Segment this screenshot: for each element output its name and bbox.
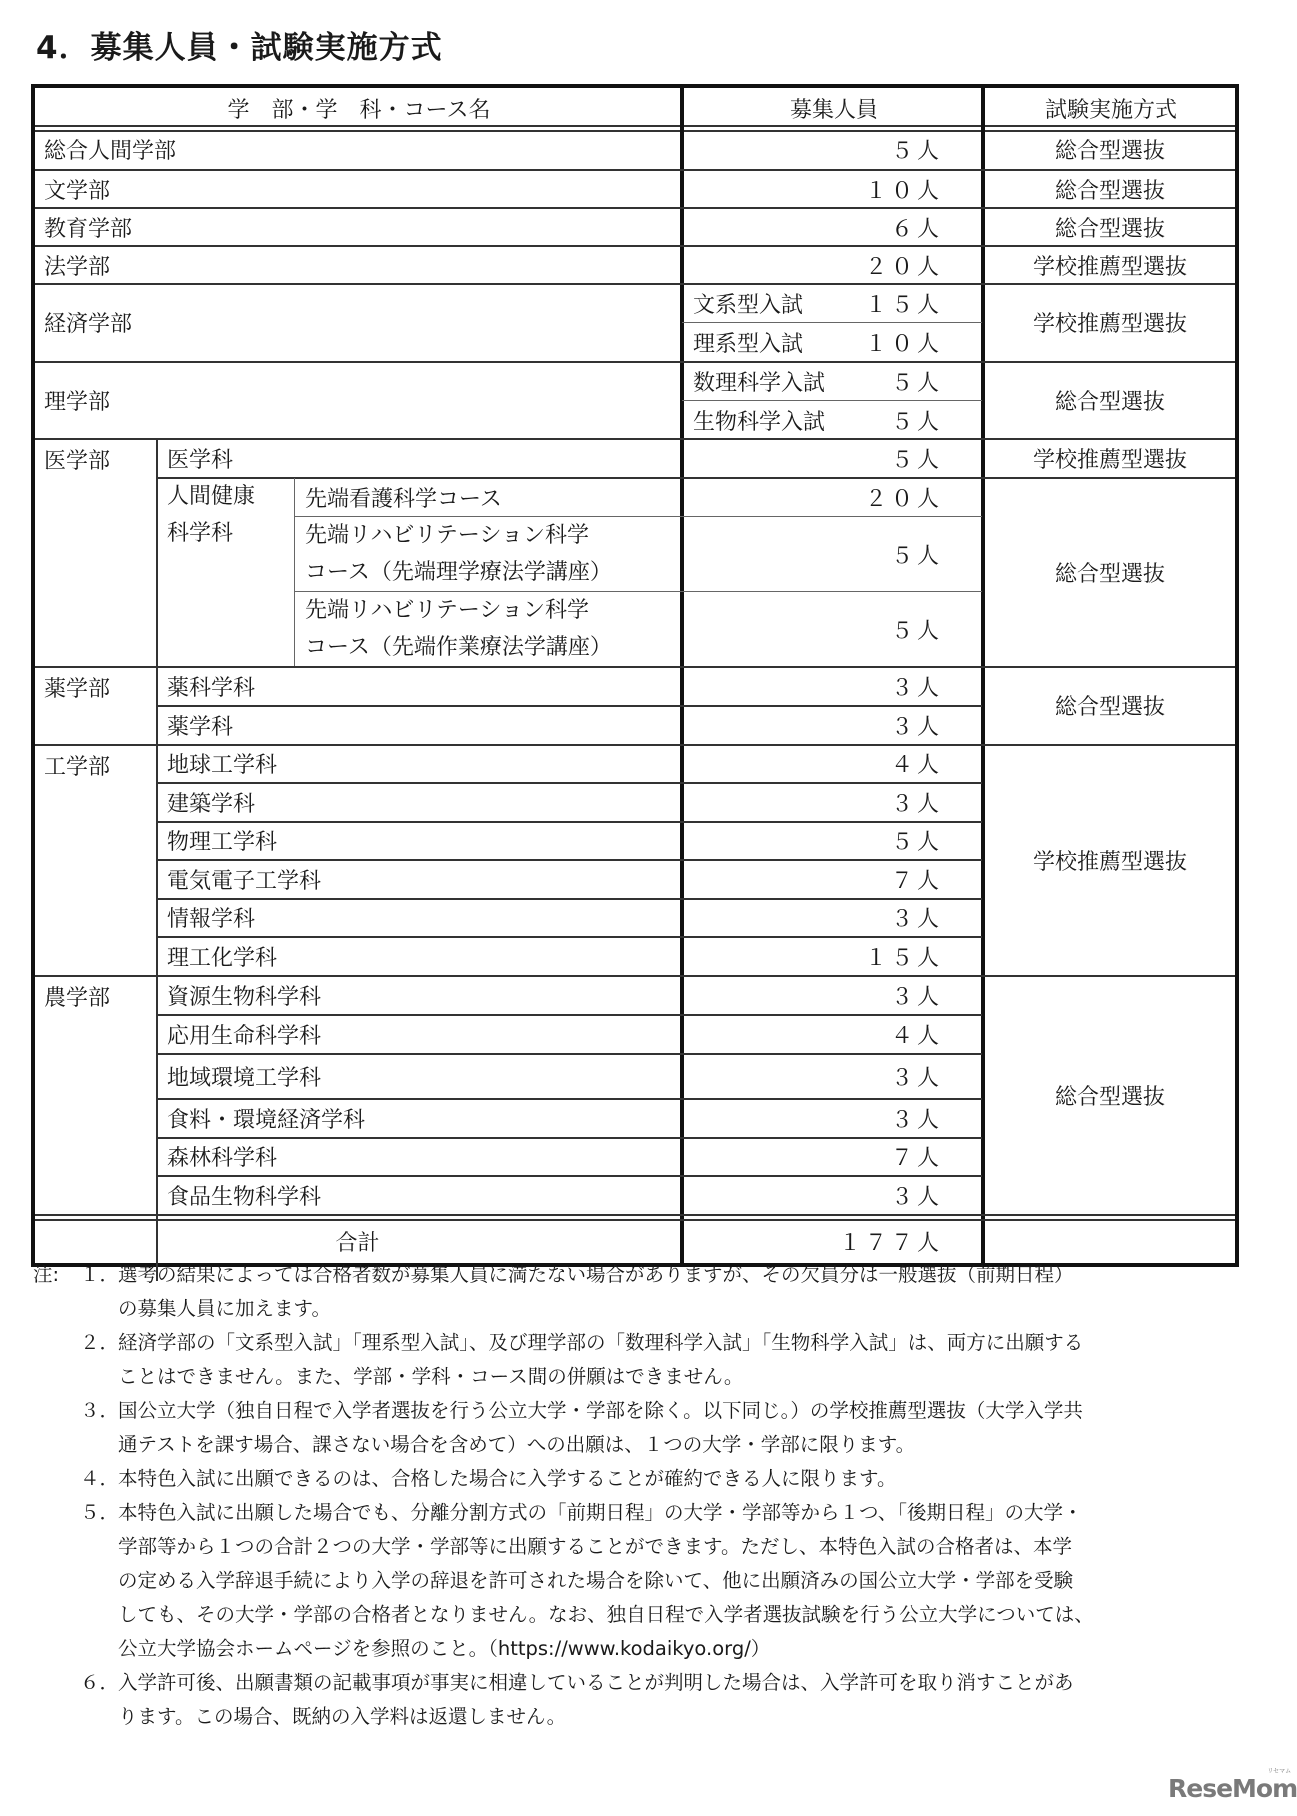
note-line: 本特色入試に出願した場合でも、分離分割方式の「前期日程」の大学・学部等から１つ、「後期日程」の大学・ xyxy=(118,1501,1083,1524)
method-ko: 学校推薦型選抜 xyxy=(1032,849,1187,875)
dept-name: 物理工学科 xyxy=(167,830,278,855)
faculty-keizai: 経済学部 xyxy=(44,312,133,337)
faculty-ri: 理学部 xyxy=(44,389,111,415)
count-kyoiku: ６人 xyxy=(890,216,943,242)
page-title: 4．募集人員・試験実施方式 xyxy=(36,30,443,66)
total-label: 合計 xyxy=(335,1230,380,1256)
dept-ningen-line2: 科学科 xyxy=(167,521,234,546)
course-kango: 先端看護科学コース xyxy=(305,486,502,512)
count-ho: ２０人 xyxy=(864,254,943,280)
dept-name: 建築学科 xyxy=(167,791,256,817)
note-line: ります。この場合、既納の入学料は返還しません。 xyxy=(118,1705,567,1728)
track-label: 数理科学入試 xyxy=(693,370,826,396)
header-name: 学 部・学 科・コース名 xyxy=(227,97,491,123)
dept-count: ７人 xyxy=(890,1146,943,1171)
track-count: １０人 xyxy=(864,331,943,357)
dept-count: ３人 xyxy=(890,907,943,932)
dept-ningen-line1: 人間健康 xyxy=(167,484,256,509)
note-line: の定める入学辞退手続により入学の辞退を許可された場合を除いて、他に出願済みの国公立大学・学部を受験 xyxy=(118,1569,1074,1592)
faculty-bun: 文学部 xyxy=(44,178,111,204)
method-sogo: 総合型選抜 xyxy=(1054,139,1165,164)
track-label: 生物科学入試 xyxy=(693,409,826,435)
note-line: 学部等から１つの合計２つの大学・学部等に出願することができます。ただし、本特色入試の合格者は、本学 xyxy=(118,1535,1072,1558)
header-count: 募集人員 xyxy=(789,97,878,123)
dept-count: ４人 xyxy=(890,753,943,778)
dept-count: ４人 xyxy=(890,1023,943,1049)
dept-count: ３人 xyxy=(890,791,943,817)
note-number: ３． xyxy=(80,1399,120,1422)
dept-name: 応用生命科学科 xyxy=(167,1023,322,1049)
method-kyoiku: 総合型選抜 xyxy=(1054,216,1165,242)
note-line: 経済学部の「文系型入試」「理系型入試」、及び理学部の「数理科学入試」「生物科学入試」は、両方に出願する xyxy=(118,1331,1084,1354)
notes-prefix: 注: xyxy=(33,1263,60,1286)
method-igakuka: 学校推薦型選抜 xyxy=(1032,447,1187,473)
track-label: 文系型入試 xyxy=(693,292,804,318)
logo-text: ReseMom xyxy=(1168,1774,1297,1803)
dept-ningen xyxy=(158,478,294,554)
count-igakuka: ５人 xyxy=(890,447,943,473)
faculty-igaku: 医学部 xyxy=(44,449,111,474)
note-line: しても、その大学・学部の合格者となりません。なお、独自日程で入学者選抜試験を行う公立大学については、 xyxy=(118,1603,1094,1626)
note-number: １． xyxy=(80,1263,120,1286)
note-item xyxy=(30,1326,1240,1394)
note-line: 本特色入試に出願できるのは、合格した場合に入学することが確約できる人に限ります。 xyxy=(118,1467,897,1490)
count-kango: ２０人 xyxy=(864,486,943,512)
resemom-logo xyxy=(1168,1768,1297,1803)
count-sogo: ５人 xyxy=(890,139,943,164)
logo-small-text: リセマム xyxy=(1267,1768,1292,1775)
track-count: １５人 xyxy=(864,292,943,318)
note-line: 選考の結果によっては合格者数が募集人員に満たない場合がありますが、その欠員分は一般選抜（前期日程） xyxy=(118,1263,1074,1286)
note-number: ５． xyxy=(80,1501,120,1524)
course-rigaku-line1: 先端リハビリテーション科学 xyxy=(305,523,590,548)
dept-count: ３人 xyxy=(890,1065,943,1091)
count-bun: １０人 xyxy=(864,178,943,204)
track-count: ５人 xyxy=(890,370,943,396)
method-no: 総合型選抜 xyxy=(1054,1084,1165,1110)
dept-name: 食料・環境経済学科 xyxy=(167,1107,366,1133)
course-rigaku xyxy=(296,517,680,591)
dept-name: 地域環境工学科 xyxy=(167,1065,322,1091)
note-item xyxy=(30,1394,1240,1462)
header-method: 試験実施方式 xyxy=(1044,97,1177,123)
dept-name: 森林科学科 xyxy=(167,1146,278,1171)
note-line: 通テストを課す場合、課さない場合を含めて）への出願は、１つの大学・学部に限ります。 xyxy=(118,1433,916,1456)
faculty-ho: 法学部 xyxy=(44,254,111,280)
notes-list xyxy=(30,1258,1240,1734)
dept-count: ３人 xyxy=(890,984,943,1010)
note-line: ことはできません。また、学部・学科・コース間の併願はできません。 xyxy=(118,1365,744,1388)
dept-count: ３人 xyxy=(890,1184,943,1210)
course-sagyo-line2: コース（先端作業療法学講座） xyxy=(305,635,612,660)
dept-count: ５人 xyxy=(890,830,943,855)
dept-count: ３人 xyxy=(890,1107,943,1133)
dept-count: ７人 xyxy=(890,868,943,894)
dept-name: 薬学科 xyxy=(167,714,234,740)
course-rigaku-line2: コース（先端理学療法学講座） xyxy=(305,560,612,585)
faculty-sogo: 総合人間学部 xyxy=(44,139,177,164)
course-col-divider xyxy=(294,478,295,666)
notes xyxy=(30,1258,1240,1734)
note-line: 公立大学協会ホームページを参照のこと。（https://www.kodaikyo.org/） xyxy=(118,1637,771,1660)
dept-name: 地球工学科 xyxy=(167,753,278,778)
faculty-ko: 工学部 xyxy=(44,755,111,780)
note-number: ６． xyxy=(80,1671,120,1694)
note-line: 国公立大学（独自日程で入学者選抜を行う公立大学・学部を除く。以下同じ。）の学校推薦型選抜（大学入学共 xyxy=(118,1399,1083,1422)
method-yaku: 総合型選抜 xyxy=(1054,695,1165,720)
method-ho: 学校推薦型選抜 xyxy=(1032,254,1187,280)
track-label: 理系型入試 xyxy=(693,331,804,357)
note-line: の募集人員に加えます。 xyxy=(118,1297,331,1320)
dept-name: 資源生物科学科 xyxy=(167,984,322,1010)
note-number: ２． xyxy=(80,1331,120,1354)
recruitment-table xyxy=(31,84,1239,1267)
faculty-no: 農学部 xyxy=(44,986,111,1011)
dept-count: １５人 xyxy=(864,945,943,971)
dept-name: 情報学科 xyxy=(167,907,256,932)
dept-name: 食品生物科学科 xyxy=(167,1184,322,1210)
note-number: ４． xyxy=(80,1467,120,1490)
dept-name: 電気電子工学科 xyxy=(167,868,322,894)
method-ri: 総合型選抜 xyxy=(1054,389,1165,415)
method-ningen: 総合型選抜 xyxy=(1054,561,1165,587)
dept-name: 理工化学科 xyxy=(167,945,278,971)
note-item xyxy=(30,1462,1240,1496)
total-count: １７７人 xyxy=(838,1230,943,1256)
course-sagyo-line1: 先端リハビリテーション科学 xyxy=(305,598,590,623)
faculty-kyoiku: 教育学部 xyxy=(44,216,133,242)
track-count: ５人 xyxy=(890,409,943,435)
dept-igakuka: 医学科 xyxy=(167,447,234,473)
course-sagyo xyxy=(296,592,680,666)
method-keizai: 学校推薦型選抜 xyxy=(1032,312,1187,337)
note-item xyxy=(30,1496,1240,1666)
note-line: 入学許可後、出願書類の記載事項が事実に相違していることが判明した場合は、入学許可を取り消すことがあ xyxy=(118,1671,1074,1694)
dept-count: ３人 xyxy=(890,714,943,740)
dept-name: 薬科学科 xyxy=(167,675,256,701)
dept-count: ３人 xyxy=(890,675,943,701)
note-item xyxy=(30,1666,1240,1734)
count-rigaku: ５人 xyxy=(890,543,943,569)
method-bun: 総合型選抜 xyxy=(1054,178,1165,204)
faculty-yaku: 薬学部 xyxy=(44,677,111,702)
note-item xyxy=(30,1258,1240,1326)
count-sagyo: ５人 xyxy=(890,618,943,644)
